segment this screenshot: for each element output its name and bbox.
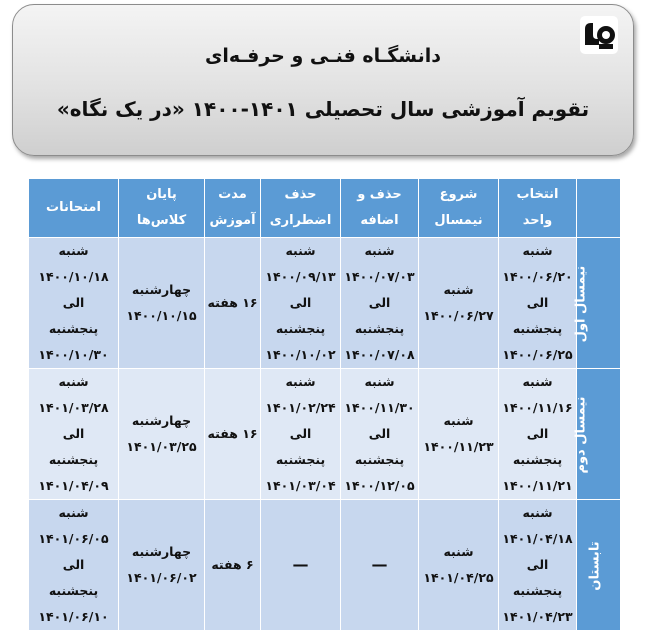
- emergency-drop-cell: شنبه ۱۴۰۱/۰۲/۲۴ الی پنجشنبه ۱۴۰۱/۰۳/۰۴: [261, 369, 341, 500]
- semester-label: تابستان: [577, 500, 621, 631]
- start-cell: شنبه ۱۴۰۰/۱۱/۲۳: [419, 369, 499, 500]
- dash-mark: —: [371, 555, 388, 575]
- header-exams: امتحانات: [29, 179, 119, 238]
- header-class-end: پایان کلاس‌ها: [119, 179, 205, 238]
- duration-cell: ۱۶ هفته: [205, 238, 261, 369]
- exams-cell: شنبه ۱۴۰۱/۰۶/۰۵ الی پنجشنبه ۱۴۰۱/۰۶/۱۰: [29, 500, 119, 631]
- start-cell: شنبه ۱۴۰۱/۰۴/۲۵: [419, 500, 499, 631]
- table-row: [29, 369, 621, 500]
- semester-label: نیمسال دوم: [577, 369, 621, 500]
- table-row: [29, 500, 621, 631]
- exams-cell: شنبه ۱۴۰۱/۰۳/۲۸ الی پنجشنبه ۱۴۰۱/۰۴/۰۹: [29, 369, 119, 500]
- duration-cell: ۶ هفته: [205, 500, 261, 631]
- header-corner: [577, 179, 621, 238]
- header-banner: [12, 4, 634, 156]
- header-enroll: انتخاب واحد: [499, 179, 577, 238]
- enroll-cell: شنبه ۱۴۰۱/۰۴/۱۸ الی پنجشنبه ۱۴۰۱/۰۴/۲۳: [499, 500, 577, 631]
- semester-label: نیمسال اول: [577, 238, 621, 369]
- enroll-cell: شنبه ۱۴۰۰/۰۶/۲۰ الی پنجشنبه ۱۴۰۰/۰۶/۲۵: [499, 238, 577, 369]
- calendar-title: تقویم آموزشی سال تحصیلی ۱۴۰۱-۱۴۰۰ «در یک نگاه»: [56, 97, 590, 121]
- header-start: شروع نیمسال: [419, 179, 499, 238]
- add-drop-cell: [341, 500, 419, 631]
- academic-calendar-table: [28, 178, 621, 631]
- dash-mark: —: [292, 555, 309, 575]
- class-end-cell: چهارشنبه ۱۴۰۱/۰۶/۰۲: [119, 500, 205, 631]
- duration-cell: ۱۶ هفته: [205, 369, 261, 500]
- header-add-drop: حذف و اضافه: [341, 179, 419, 238]
- table-header-row: [29, 179, 621, 238]
- add-drop-cell: شنبه ۱۴۰۰/۰۷/۰۳ الی پنجشنبه ۱۴۰۰/۰۷/۰۸: [341, 238, 419, 369]
- emergency-drop-cell: شنبه ۱۴۰۰/۰۹/۱۳ الی پنجشنبه ۱۴۰۰/۱۰/۰۲: [261, 238, 341, 369]
- header-duration: مدت آموزش: [205, 179, 261, 238]
- university-name: دانشگـاه فنـی و حرفـه‌ای: [204, 45, 442, 67]
- exams-cell: شنبه ۱۴۰۰/۱۰/۱۸ الی پنجشنبه ۱۴۰۰/۱۰/۳۰: [29, 238, 119, 369]
- emergency-drop-cell: [261, 500, 341, 631]
- start-cell: شنبه ۱۴۰۰/۰۶/۲۷: [419, 238, 499, 369]
- header-emergency-drop: حذف اضطراری: [261, 179, 341, 238]
- add-drop-cell: شنبه ۱۴۰۰/۱۱/۳۰ الی پنجشنبه ۱۴۰۰/۱۲/۰۵: [341, 369, 419, 500]
- table-row: [29, 238, 621, 369]
- enroll-cell: شنبه ۱۴۰۰/۱۱/۱۶ الی پنجشنبه ۱۴۰۰/۱۱/۲۱: [499, 369, 577, 500]
- class-end-cell: چهارشنبه ۱۴۰۱/۰۳/۲۵: [119, 369, 205, 500]
- class-end-cell: چهارشنبه ۱۴۰۰/۱۰/۱۵: [119, 238, 205, 369]
